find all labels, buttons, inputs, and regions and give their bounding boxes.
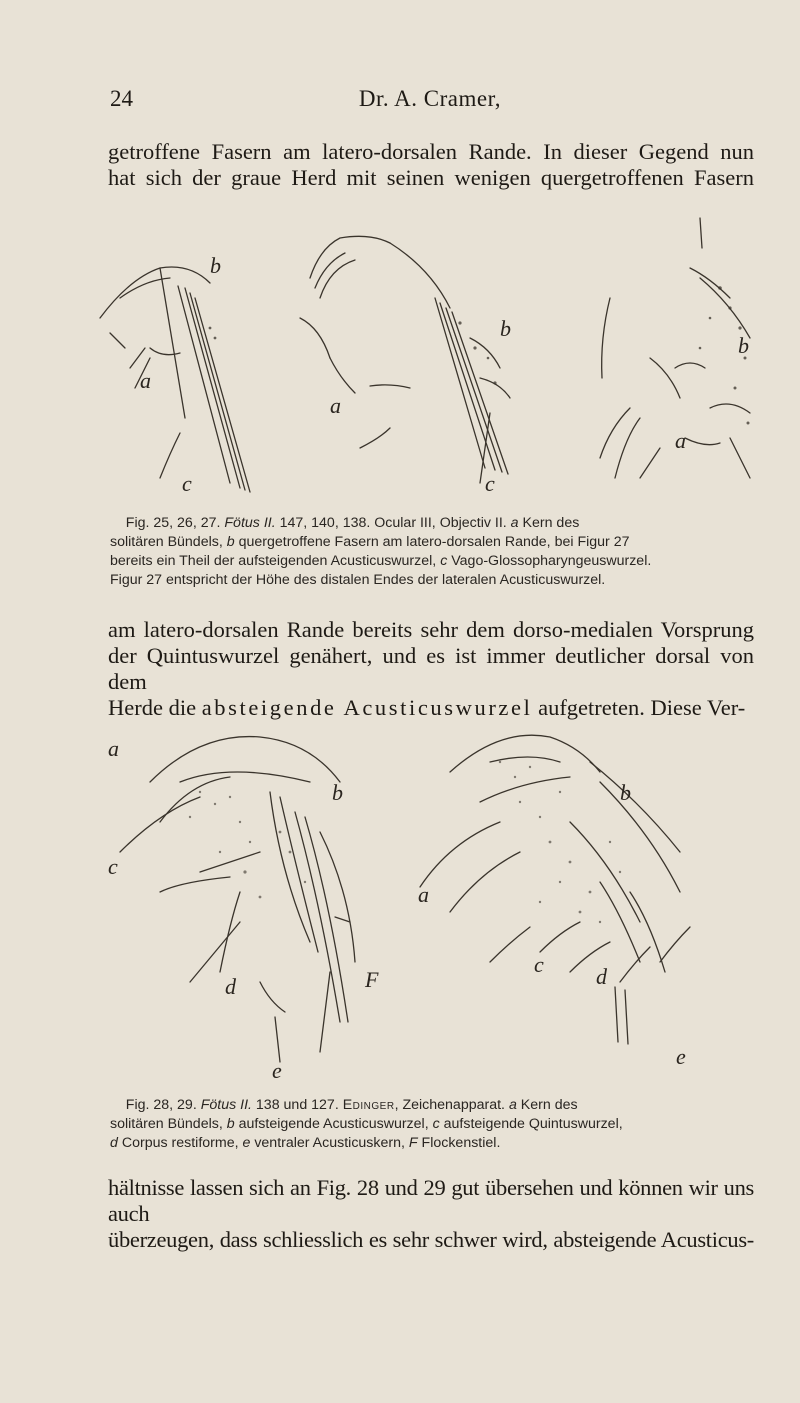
figure-28-29 bbox=[108, 722, 760, 1092]
paragraph-2-line-2: der Quintuswurzel genähert, und es ist immer deutlicher dorsal von dem bbox=[108, 643, 754, 694]
figure-28-29-drawing bbox=[108, 722, 760, 1092]
fig28-label-d: d bbox=[225, 974, 236, 999]
fig25-label-b: b bbox=[210, 253, 221, 278]
fig29-label-e: e bbox=[676, 1044, 686, 1069]
fig27-label-b: b bbox=[738, 333, 749, 358]
running-title: Dr. A. Cramer, bbox=[358, 86, 502, 111]
fig28-label-e: e bbox=[272, 1058, 282, 1083]
fig29-label-c: c bbox=[534, 952, 544, 977]
paragraph-2-line-1: am latero-dorsalen Rande bereits sehr dem dorso-medialen Vorsprung bbox=[108, 617, 754, 642]
fig29-label-b: b bbox=[620, 780, 631, 805]
figure-25-27 bbox=[90, 208, 770, 508]
paragraph-1-line-2: hat sich der graue Herd mit seinen wenigen quergetroffenen Fasern bbox=[108, 165, 754, 190]
running-head bbox=[110, 86, 750, 116]
paragraph-2-line-3: Herde die absteigende Acusticuswurzel aufgetreten. Diese Ver- bbox=[108, 695, 746, 720]
fig28-label-b: b bbox=[332, 780, 343, 805]
page-number: 24 bbox=[110, 86, 133, 111]
paragraph-1 bbox=[108, 139, 754, 191]
paragraph-3 bbox=[108, 1175, 754, 1253]
fig29-label-a: a bbox=[418, 882, 429, 907]
fig29-label-d: d bbox=[596, 964, 607, 989]
fig28-label-c: c bbox=[108, 854, 118, 879]
paragraph-2 bbox=[108, 617, 754, 721]
figure-28-29-caption: Fig. 28, 29. Fötus II. 138 und 127. Edinger, Zeichenapparat. a Kern des solitären Bündels, b aufsteigende Acusticuswurzel, c aufsteigende Quintuswurzel, d Corpus restiforme, e ventraler Acusticuskern, F Flockenstiel. bbox=[110, 1097, 623, 1151]
fig28-label-a: a bbox=[108, 736, 119, 761]
fig26-label-a: a bbox=[330, 393, 341, 418]
fig25-label-a: a bbox=[140, 368, 151, 393]
fig25-label-c: c bbox=[182, 471, 192, 496]
fig28-label-f: F bbox=[365, 967, 379, 992]
fig26-label-b: b bbox=[500, 316, 511, 341]
figure-25-27-caption: Fig. 25, 26, 27. Fötus II. 147, 140, 138. Ocular III, Objectiv II. a Kern des solitären Bündels, b quergetroffene Fasern am latero-dorsalen Rande, bei Figur 27 bereits ein Theil der aufsteigenden Acusticuswurzel, c Vago-Glossopharyngeuswurzel. Figur 27 entspricht der Höhe des distalen Endes der lateralen Acusticuswurzel. bbox=[110, 515, 652, 588]
paragraph-3-line-2: überzeugen, dass schliesslich es sehr schwer wird, absteigende Acusticus- bbox=[108, 1227, 754, 1252]
figure-25-27-drawing bbox=[90, 208, 770, 508]
paragraph-1-line-1: getroffene Fasern am latero-dorsalen Rande. In dieser Gegend nun bbox=[108, 139, 754, 164]
paragraph-3-line-1: hältnisse lassen sich an Fig. 28 und 29 gut übersehen und können wir uns auch bbox=[108, 1175, 754, 1226]
fig27-label-a: a bbox=[675, 428, 686, 453]
fig26-label-c: c bbox=[485, 471, 495, 496]
